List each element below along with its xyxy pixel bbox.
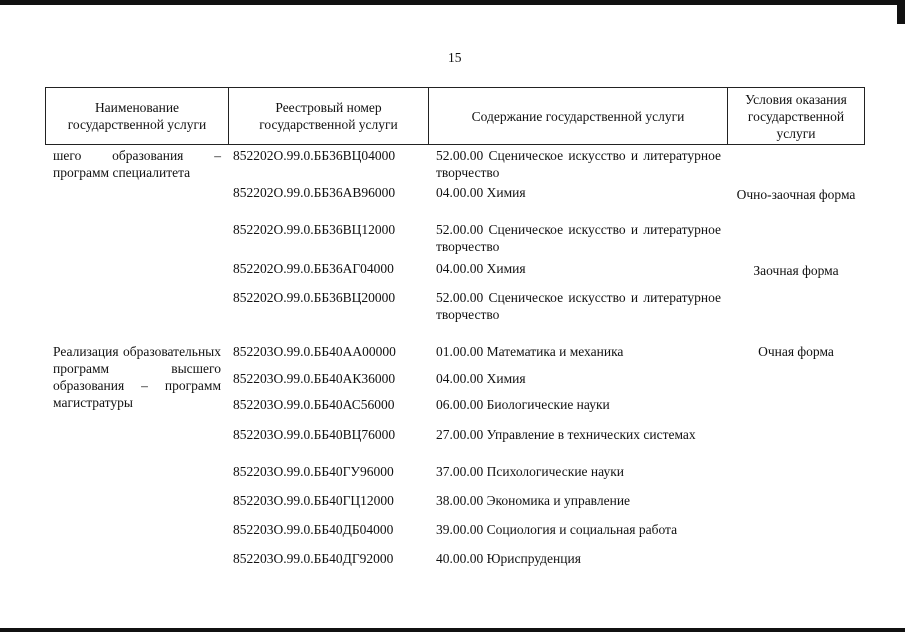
row-code: 852203О.99.0.ББ40ГЦ12000 — [233, 493, 394, 508]
row-content: 38.00.00 Экономика и управление — [436, 493, 631, 508]
row-code: 852203О.99.0.ББ40ДБ04000 — [233, 522, 394, 537]
scan-border-corner — [897, 0, 905, 24]
page-number: 15 — [448, 50, 462, 65]
row-content: 52.00.00 Сценическое искусство и литературное творчество — [436, 290, 721, 322]
header-content: Содержание государственной услуги — [429, 88, 728, 144]
service-name-2: Реализация образовательных программ высшего образования – программ магистратуры — [53, 344, 221, 410]
row-content: 06.00.00 Биологические науки — [436, 397, 610, 412]
row-code: 852203О.99.0.ББ40АК36000 — [233, 371, 396, 386]
row-content: 52.00.00 Сценическое искусство и литературное творчество — [436, 222, 721, 254]
row-code: 852203О.99.0.ББ40ГУ96000 — [233, 464, 394, 479]
scan-border-top — [0, 0, 905, 5]
row-code: 852203О.99.0.ББ40АА00000 — [233, 344, 396, 359]
header-condition: Условия оказания государственной услуги — [745, 91, 847, 141]
row-content: 04.00.00 Химия — [436, 371, 526, 386]
row-code: 852202О.99.0.ББ36ВЦ20000 — [233, 290, 396, 305]
row-condition: Очная форма — [758, 344, 834, 359]
row-content: 40.00.00 Юриспруденция — [436, 551, 581, 566]
header-name: Наименование государственной услуги — [46, 88, 229, 144]
row-code: 852202О.99.0.ББ36АВ96000 — [233, 185, 396, 200]
row-content: 39.00.00 Социология и социальная работа — [436, 522, 678, 537]
row-code: 852202О.99.0.ББ36ВЦ12000 — [233, 222, 396, 237]
row-content: 01.00.00 Математика и механика — [436, 344, 624, 359]
row-content: 27.00.00 Управление в технических системах — [436, 427, 696, 442]
row-content: 37.00.00 Психологические науки — [436, 464, 624, 479]
row-code: 852202О.99.0.ББ36АГ04000 — [233, 261, 394, 276]
service-name-1: шего образования – программ специалитета — [53, 148, 221, 180]
row-content: 04.00.00 Химия — [436, 185, 526, 200]
table-header — [45, 87, 865, 145]
row-content: 04.00.00 Химия — [436, 261, 526, 276]
row-code: 852203О.99.0.ББ40ДГ92000 — [233, 551, 394, 566]
scan-border-bottom — [0, 628, 905, 632]
row-condition: Очно-заочная форма — [736, 187, 856, 202]
row-code: 852202О.99.0.ББ36ВЦ04000 — [233, 148, 396, 163]
header-code: Реестровый номер государственной услуги — [229, 88, 429, 144]
row-code: 852203О.99.0.ББ40ВЦ76000 — [233, 427, 396, 442]
row-condition: Заочная форма — [753, 263, 839, 278]
row-content: 52.00.00 Сценическое искусство и литературное творчество — [436, 148, 721, 180]
row-code: 852203О.99.0.ББ40АС56000 — [233, 397, 395, 412]
